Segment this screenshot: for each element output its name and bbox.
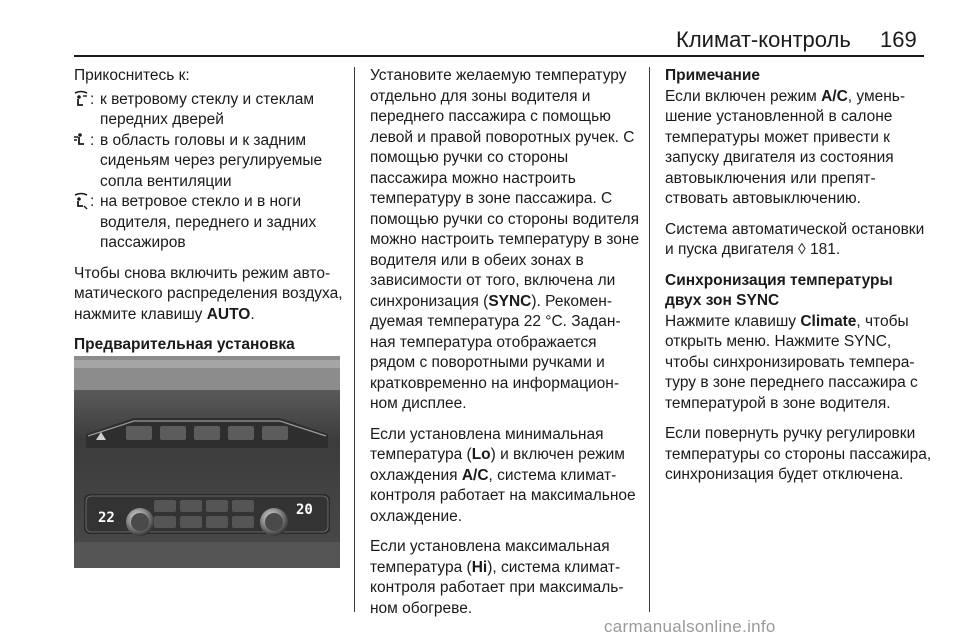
windshield-side-windows-airflow-icon: [74, 90, 90, 110]
right-temperature-display: 20: [296, 502, 313, 518]
hi-key: Hi: [471, 558, 488, 576]
ac-key: A/C: [461, 466, 489, 484]
paragraph: Нажмите клавишу Climate, чтобы открыть меню. Нажмите SYNC, чтобы синхронизировать температуру в зоне переднего пассажира с температурой в зоне водителя.: [665, 312, 918, 412]
list-item: : на ветровое стекло и в ноги водителя, переднего и задних пассажиров: [74, 192, 346, 254]
list-item: : в область головы и к задним сиденьям через регулируемые сопла вентиляции: [74, 131, 346, 193]
page-reference-arrow-icon: ◊: [798, 241, 806, 258]
sync-key: SYNC: [488, 292, 532, 310]
lo-key: Lo: [471, 446, 491, 463]
column-middle: [370, 66, 640, 629]
section-heading: Синхронизация температуры двух зон SYNC: [665, 271, 893, 309]
header-rule: [74, 55, 924, 57]
ac-key: A/C: [821, 87, 848, 105]
watermark: carmanualsonline.info: [604, 617, 776, 636]
page-number: 169: [880, 27, 917, 52]
note-text: Если включен режим A/C, уменьшение установленной в салоне температуры может привести к запуску двигателя из состояния автовыключения или препятствовать автовыключению.: [665, 87, 906, 207]
auto-key: AUTO: [206, 305, 251, 323]
airflow-list: [74, 90, 346, 254]
head-rear-seats-airflow-icon: [74, 131, 90, 151]
note-heading: Примечание: [665, 67, 760, 84]
paragraph: Установите желаемую температуру отдельно для зоны водителя и переднего пассажира с помощью левой и правой поворотных ручек. С помощью ручки со стороны пассажира можно настроить температуру в зоне пассажира. С помощью ручки со стороны водителя можно настроить температуру в зоне водителя или в обеих зонах в зависимости от того, включена ли синхронизация (SYNC). Рекомендуемая температура 22 °C. Заданная температура отображается рядом с поворотными ручками и кратковременно на информационном дисплее.: [370, 67, 640, 412]
climate-key: Climate: [800, 312, 857, 330]
column-divider: [649, 67, 650, 612]
windshield-feet-airflow-icon: [74, 192, 90, 212]
column-divider: [354, 67, 355, 612]
climate-panel-photo: [74, 356, 340, 568]
paragraph: Если установлена минимальная температура (Lo) и включен режим охлаждения A/C, система климат-контроля работает на максимальное охлаждение.: [370, 425, 636, 525]
left-temperature-display: 22: [98, 510, 115, 526]
column-right: [665, 66, 933, 496]
section-heading: Предварительная установка: [74, 336, 295, 353]
page-title: Климат-контроль: [676, 27, 851, 52]
paragraph: Если повернуть ручку регулировки температуры со стороны пассажира, синхронизация будет отключена.: [665, 425, 932, 483]
intro-text: Прикоснитесь к:: [74, 67, 190, 84]
auto-paragraph: Чтобы снова включить режим автоматического распределения воздуха, нажмите клавишу AUTO.: [74, 264, 343, 323]
paragraph: Если установлена максимальная температура (Hi), система климат-контроля работает при максимальном обогреве.: [370, 538, 624, 617]
paragraph: Система автоматической остановки и пуска двигателя ◊ 181.: [665, 220, 925, 258]
column-left: [74, 66, 346, 376]
list-item: : к ветровому стеклу и стеклам передних дверей: [74, 90, 346, 131]
